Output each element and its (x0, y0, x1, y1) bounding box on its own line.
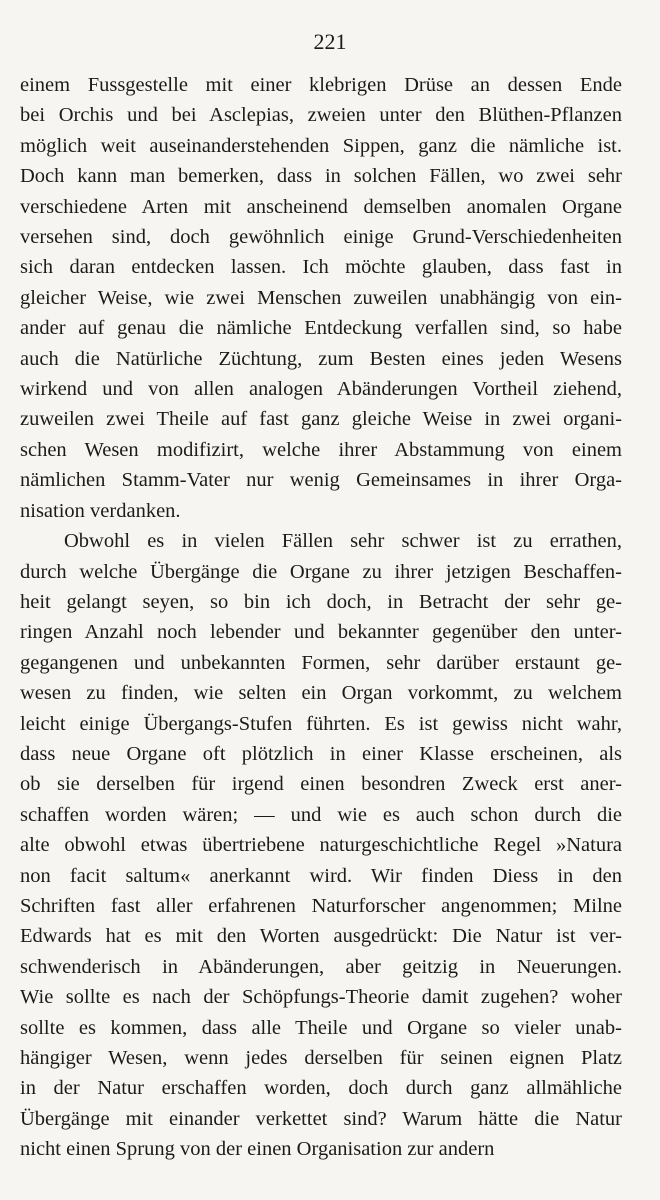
text-line: wirkend und von allen analogen Abänderungen Vortheil ziehend, (20, 378, 622, 401)
text-line: wesen zu finden, wie selten ein Organ vorkommt, zu welchem (20, 682, 622, 705)
text-line: alte obwohl etwas übertriebene naturgeschichtliche Regel »Natura (20, 834, 622, 857)
text-line: hängiger Wesen, wenn jedes derselben für seinen eignen Platz (20, 1047, 622, 1069)
text-line: durch welche Übergänge die Organe zu ihrer jetzigen Beschaffen- (20, 560, 622, 583)
text-line: gleicher Weise, wie zwei Menschen zuweilen unabhängig von ein- (20, 286, 622, 309)
page-number: 221 (313, 29, 347, 54)
text-line: verschiedene Arten mit anscheinend demselben anomalen Organe (20, 195, 622, 218)
text-line: Doch kann man bemerken, dass in solchen Fällen, wo zwei sehr (20, 165, 622, 188)
text-line: nämlichen Stamm-Vater nur wenig Gemeinsames in ihrer Orga- (20, 469, 622, 492)
text-line: Obwohl es in vielen Fällen sehr schwer ist zu errathen, (64, 530, 622, 553)
text-line: versehen sind, doch gewöhnlich einige Grund-Verschiedenheiten (20, 226, 622, 249)
text-line: Edwards hat es mit den Worten ausgedrückt: Die Natur ist ver- (20, 925, 622, 948)
paragraph (20, 70, 622, 526)
text-line: zuweilen zwei Theile auf fast ganz gleiche Weise in zwei organi- (20, 408, 622, 431)
text-line: schaffen worden wären; — und wie es auch schon durch die (20, 803, 622, 826)
text-line: ob sie derselben für irgend einen besondren Zweck erst aner- (20, 773, 622, 796)
paragraph (20, 526, 622, 1165)
text-line: sollte es kommen, dass alle Theile und Organe so vieler unab- (20, 1016, 622, 1039)
text-line: bei Orchis und bei Asclepias, zweien unter den Blüthen-Pflanzen (20, 104, 622, 127)
text-line: Übergänge mit einander verkettet sind? Warum hätte die Natur (20, 1107, 622, 1130)
text-line: leicht einige Übergangs-Stufen führten. Es ist gewiss nicht wahr, (20, 712, 622, 735)
text-line: in der Natur erschaffen worden, doch durch ganz allmähliche (20, 1077, 622, 1100)
text-line: ander auf genau die nämliche Entdeckung verfallen sind, so habe (20, 317, 622, 340)
body-text (20, 70, 622, 1165)
text-line: schen Wesen modifizirt, welche ihrer Abstammung von einem (20, 438, 622, 461)
text-line: ringen Anzahl noch lebender und bekannter gegenüber den unter- (20, 621, 622, 644)
text-line: nicht einen Sprung von der einen Organisation zur andern (20, 1138, 495, 1161)
text-line: non facit saltum« anerkannt wird. Wir finden Diess in den (20, 864, 622, 887)
text-line: Wie sollte es nach der Schöpfungs-Theorie damit zugehen? woher (20, 986, 622, 1009)
text-line: auch die Natürliche Züchtung, zum Besten eines jeden Wesens (20, 347, 622, 370)
text-line: Schriften fast aller erfahrenen Naturforscher angenommen; Milne (20, 894, 622, 917)
text-line: dass neue Organe oft plötzlich in einer Klasse erscheinen, als (20, 742, 622, 765)
text-line: einem Fussgestelle mit einer klebrigen Drüse an dessen Ende (20, 74, 622, 96)
text-line: nisation verdanken. (20, 499, 181, 522)
text-line: sich daran entdecken lassen. Ich möchte glauben, dass fast in (20, 256, 622, 279)
text-line: möglich weit auseinanderstehenden Sippen, ganz die nämliche ist. (20, 134, 622, 157)
text-line: schwenderisch in Abänderungen, aber geitzig in Neuerungen. (20, 955, 622, 978)
text-line: gegangenen und unbekannten Formen, sehr darüber erstaunt ge- (20, 651, 622, 674)
text-line: heit gelangt seyen, so bin ich doch, in Betracht der sehr ge- (20, 590, 622, 613)
